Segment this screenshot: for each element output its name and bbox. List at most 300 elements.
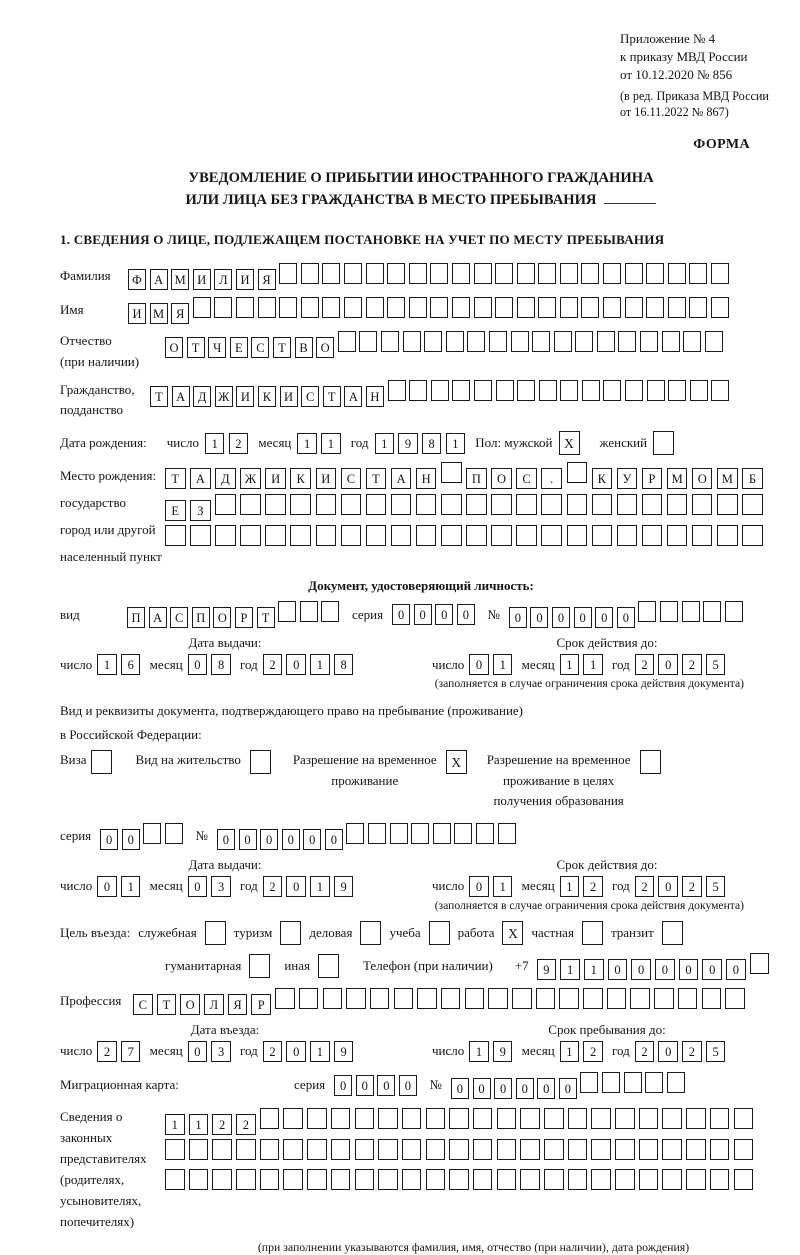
char-box xyxy=(497,1139,517,1160)
expiry-date-heading: Срок действия до: xyxy=(556,635,658,651)
char-box xyxy=(466,525,487,546)
char-box xyxy=(193,297,211,318)
char-box xyxy=(215,494,236,515)
representatives-rows xyxy=(165,1106,757,1199)
identity-doc-heading: Документ, удостоверяющий личность: xyxy=(308,578,534,594)
char-box: 2 xyxy=(635,876,655,897)
char-box xyxy=(668,380,686,401)
patronymic-label xyxy=(60,331,165,373)
sex-male-label: Пол: мужской xyxy=(475,435,553,451)
char-box xyxy=(275,988,295,1009)
checkbox-female xyxy=(653,431,674,455)
checkbox-purpose-study xyxy=(429,921,450,945)
checkbox-purpose-transit xyxy=(662,921,683,945)
char-box xyxy=(567,494,588,515)
char-box xyxy=(618,331,636,352)
birth-place-boxes-row2 xyxy=(165,494,767,521)
char-box xyxy=(321,601,339,622)
char-box xyxy=(591,1169,611,1190)
patronymic-boxes xyxy=(165,331,726,358)
char-box: 2 xyxy=(682,876,702,897)
char-box xyxy=(366,297,384,318)
char-box: А xyxy=(391,468,412,489)
purpose-official-label: служебная xyxy=(138,924,197,940)
char-box xyxy=(520,1169,540,1190)
char-box: О xyxy=(491,468,512,489)
char-box xyxy=(538,263,556,284)
char-box xyxy=(560,263,578,284)
birth-year-boxes xyxy=(375,433,470,454)
char-box xyxy=(370,988,390,1009)
char-box: Е xyxy=(230,337,248,358)
char-box: 1 xyxy=(446,433,466,454)
char-box: 9 xyxy=(398,433,418,454)
char-box: 1 xyxy=(493,654,513,675)
title-blank-underline xyxy=(604,191,656,204)
char-box xyxy=(409,380,427,401)
char-box: 7 xyxy=(121,1041,141,1062)
char-box xyxy=(625,263,643,284)
char-box xyxy=(322,263,340,284)
char-box: 0 xyxy=(217,829,235,850)
residence-doc-dates xyxy=(60,857,782,897)
char-box: 1 xyxy=(189,1114,209,1135)
char-box: С xyxy=(170,607,188,628)
char-box xyxy=(474,263,492,284)
expiry-day-boxes xyxy=(469,654,516,675)
char-box: 1 xyxy=(560,1041,580,1062)
char-box xyxy=(346,988,366,1009)
char-box xyxy=(344,297,362,318)
phone-boxes xyxy=(537,953,774,980)
char-box xyxy=(734,1169,754,1190)
checkbox-purpose-private xyxy=(582,921,603,945)
char-box xyxy=(710,1139,730,1160)
char-box: 0 xyxy=(494,1078,512,1099)
char-box: Т xyxy=(273,337,291,358)
char-box xyxy=(489,331,507,352)
char-box: 0 xyxy=(286,654,306,675)
profession-label: Профессия xyxy=(60,993,122,1009)
char-box xyxy=(416,494,437,515)
char-box xyxy=(567,525,588,546)
char-box xyxy=(625,380,643,401)
char-box xyxy=(341,525,362,546)
issue-date-heading: Дата выдачи: xyxy=(188,635,262,651)
char-box xyxy=(640,331,658,352)
char-box: Б xyxy=(742,468,763,489)
char-box xyxy=(591,1139,611,1160)
checkbox-purpose-humanitarian xyxy=(249,954,270,978)
char-box xyxy=(615,1108,635,1129)
char-box xyxy=(516,494,537,515)
char-box: 0 xyxy=(530,607,548,628)
char-box xyxy=(662,331,680,352)
char-box: 9 xyxy=(334,876,354,897)
entry-year-boxes xyxy=(263,1041,358,1062)
char-box xyxy=(498,823,516,844)
char-box xyxy=(541,525,562,546)
char-box: Т xyxy=(257,607,275,628)
residence-number-boxes xyxy=(217,823,519,850)
appendix-line: от 10.12.2020 № 856 xyxy=(620,66,733,82)
char-box xyxy=(331,1139,351,1160)
char-box: О xyxy=(316,337,334,358)
day-label: число xyxy=(432,656,465,672)
char-box: 0 xyxy=(473,1078,491,1099)
char-box: 0 xyxy=(260,829,278,850)
char-box xyxy=(388,380,406,401)
birth-place-boxes-row1 xyxy=(165,462,767,489)
char-box: Я xyxy=(258,269,276,290)
char-box xyxy=(446,331,464,352)
form-word-label: ФОРМА xyxy=(693,136,750,152)
stay-month-boxes xyxy=(560,1041,607,1062)
char-box xyxy=(409,297,427,318)
char-box: 0 xyxy=(469,876,489,897)
residence-doc-intro-line1: Вид и реквизиты документа, подтверждающего право на пребывание (проживание) xyxy=(60,703,524,719)
char-box xyxy=(378,1108,398,1129)
char-box xyxy=(541,494,562,515)
char-box: И xyxy=(193,269,211,290)
char-box xyxy=(452,263,470,284)
series-label: серия xyxy=(294,1077,326,1093)
year-label: год xyxy=(240,1043,258,1059)
char-box: В xyxy=(295,337,313,358)
issue-year-boxes xyxy=(263,654,358,675)
char-box: 2 xyxy=(263,1041,283,1062)
series-label: серия xyxy=(60,828,92,844)
representatives-labels xyxy=(60,1106,165,1232)
number-label: № xyxy=(195,828,208,844)
checkbox-purpose-tourism xyxy=(280,921,301,945)
char-box: 1 xyxy=(560,654,580,675)
char-box xyxy=(742,525,763,546)
day-label: число xyxy=(432,1043,465,1059)
char-box: 0 xyxy=(655,959,675,980)
char-box xyxy=(449,1108,469,1129)
char-box xyxy=(717,525,738,546)
option-temp-residence xyxy=(293,750,467,790)
char-box xyxy=(449,1169,469,1190)
char-box: 0 xyxy=(100,829,118,850)
char-box xyxy=(742,494,763,515)
entry-day-boxes xyxy=(97,1041,144,1062)
char-box xyxy=(424,331,442,352)
char-box: М xyxy=(717,468,738,489)
char-box xyxy=(390,823,408,844)
char-box xyxy=(378,1169,398,1190)
month-label: месяц xyxy=(521,1043,555,1059)
char-box: Ф xyxy=(128,269,146,290)
birth-day-boxes xyxy=(205,433,252,454)
char-box xyxy=(581,263,599,284)
migration-card-row xyxy=(60,1072,782,1099)
char-box xyxy=(654,988,674,1009)
char-box: 0 xyxy=(516,1078,534,1099)
char-box: С xyxy=(301,386,319,407)
char-box xyxy=(603,297,621,318)
char-box: А xyxy=(149,607,167,628)
char-box: 9 xyxy=(334,1041,354,1062)
char-box xyxy=(495,263,513,284)
issue-month-boxes xyxy=(188,654,235,675)
char-box: 2 xyxy=(682,654,702,675)
given-name-boxes xyxy=(128,297,733,324)
char-box: П xyxy=(192,607,210,628)
char-box xyxy=(559,988,579,1009)
char-box xyxy=(646,263,664,284)
char-box: 0 xyxy=(356,1075,374,1096)
char-box: Т xyxy=(366,468,387,489)
char-box xyxy=(476,823,494,844)
purpose-humanitarian-label: гуманитарная xyxy=(165,958,242,974)
entry-month-boxes xyxy=(188,1041,235,1062)
char-box: 0 xyxy=(392,604,410,625)
char-box xyxy=(322,297,340,318)
char-box xyxy=(710,1108,730,1129)
char-box xyxy=(301,297,319,318)
char-box xyxy=(668,297,686,318)
char-box: 0 xyxy=(537,1078,555,1099)
char-box xyxy=(538,297,556,318)
option-residence-permit xyxy=(136,750,271,774)
purpose-other-label: иная xyxy=(284,958,310,974)
char-box: Ж xyxy=(215,386,233,407)
char-box xyxy=(516,525,537,546)
char-box: 2 xyxy=(583,876,603,897)
doc-type-label: вид xyxy=(60,606,80,622)
char-box xyxy=(642,494,663,515)
year-label: год xyxy=(240,878,258,894)
char-box xyxy=(554,331,572,352)
form-title-line2 xyxy=(60,189,782,212)
char-box xyxy=(491,525,512,546)
day-label: число xyxy=(166,435,199,451)
char-box xyxy=(689,297,707,318)
option-education-line2: проживание в целях xyxy=(502,772,615,788)
char-box: 2 xyxy=(635,654,655,675)
migration-card-label: Миграционная карта: xyxy=(60,1077,179,1093)
char-box xyxy=(346,823,364,844)
char-box: Д xyxy=(193,386,211,407)
char-box xyxy=(215,525,236,546)
char-box xyxy=(625,297,643,318)
char-box xyxy=(355,1139,375,1160)
char-box: К xyxy=(258,386,276,407)
char-box xyxy=(283,1108,303,1129)
char-box xyxy=(344,263,362,284)
char-box xyxy=(190,525,211,546)
char-box xyxy=(430,297,448,318)
char-box xyxy=(430,263,448,284)
char-box xyxy=(511,331,529,352)
surname-row xyxy=(60,263,782,290)
issue-date-group xyxy=(60,876,432,897)
checkbox-visa xyxy=(91,750,112,774)
char-box xyxy=(236,1139,256,1160)
doc-series-boxes xyxy=(392,604,478,625)
revision-block xyxy=(620,88,800,121)
char-box xyxy=(402,1139,422,1160)
char-box: 3 xyxy=(211,876,231,897)
char-box xyxy=(615,1169,635,1190)
char-box: Я xyxy=(228,994,248,1015)
char-box: 5 xyxy=(706,876,726,897)
char-box xyxy=(474,297,492,318)
char-box xyxy=(544,1108,564,1129)
residence-doc-intro xyxy=(60,699,782,747)
citizenship-row xyxy=(60,380,782,422)
char-box: 8 xyxy=(211,654,231,675)
residence-doc-intro-line2: в Российской Федерации: xyxy=(60,727,202,743)
checkbox-purpose-other xyxy=(318,954,339,978)
char-box: З xyxy=(190,500,211,521)
doc-type-boxes xyxy=(127,601,343,628)
char-box xyxy=(582,380,600,401)
option-temp-residence-line1: Разрешение на временное xyxy=(292,752,437,768)
char-box: 0 xyxy=(122,829,140,850)
char-box xyxy=(520,1139,540,1160)
char-box: 0 xyxy=(239,829,257,850)
char-box xyxy=(682,601,700,622)
option-temp-residence-line2: проживание xyxy=(331,772,399,788)
expiry-year-boxes xyxy=(635,654,730,675)
char-box xyxy=(366,525,387,546)
char-box xyxy=(426,1139,446,1160)
char-box xyxy=(441,494,462,515)
citizenship-label xyxy=(60,380,150,422)
char-box: 2 xyxy=(635,1041,655,1062)
option-temp-residence-label xyxy=(293,750,437,790)
issue-day-boxes xyxy=(97,654,144,675)
char-box xyxy=(497,1169,517,1190)
char-box xyxy=(690,380,708,401)
char-box xyxy=(591,1108,611,1129)
char-box xyxy=(433,823,451,844)
char-box xyxy=(667,494,688,515)
char-box xyxy=(359,331,377,352)
char-box xyxy=(660,601,678,622)
char-box: 2 xyxy=(263,876,283,897)
char-box: Ж xyxy=(240,468,261,489)
char-box: Т xyxy=(323,386,341,407)
char-box: 5 xyxy=(706,1041,726,1062)
birth-place-label-line: населенный пункт xyxy=(60,549,162,565)
visit-purpose-row1 xyxy=(60,921,782,945)
char-box xyxy=(624,1072,642,1093)
char-box xyxy=(662,1108,682,1129)
char-box: 2 xyxy=(682,1041,702,1062)
char-box xyxy=(301,263,319,284)
char-box: 1 xyxy=(121,876,141,897)
representatives-box-rows xyxy=(165,1108,757,1194)
char-box xyxy=(711,297,729,318)
char-box: П xyxy=(466,468,487,489)
char-box xyxy=(592,494,613,515)
char-box: Р xyxy=(235,607,253,628)
checkbox-male: X xyxy=(559,431,580,455)
char-box xyxy=(300,601,318,622)
char-box xyxy=(717,494,738,515)
char-box xyxy=(568,1108,588,1129)
char-box xyxy=(278,601,296,622)
char-box xyxy=(703,601,721,622)
citizenship-boxes xyxy=(150,380,733,407)
char-box: 9 xyxy=(493,1041,513,1062)
char-box xyxy=(341,494,362,515)
surname-boxes xyxy=(128,263,733,290)
checkbox-purpose-business xyxy=(360,921,381,945)
char-box xyxy=(686,1169,706,1190)
char-box: А xyxy=(190,468,211,489)
checkbox-purpose-official xyxy=(205,921,226,945)
char-box: 1 xyxy=(321,433,341,454)
option-education-line1: Разрешение на временное xyxy=(486,752,631,768)
checkbox-temp-residence: X xyxy=(446,750,467,774)
char-box: 0 xyxy=(399,1075,417,1096)
issue-date-col xyxy=(60,635,432,675)
purpose-transit-label: транзит xyxy=(610,924,654,940)
expiry-date-col xyxy=(432,635,782,675)
char-box xyxy=(520,1108,540,1129)
char-box xyxy=(402,1108,422,1129)
char-box xyxy=(710,1169,730,1190)
given-name-label: Имя xyxy=(60,302,84,318)
char-box xyxy=(568,1139,588,1160)
char-box xyxy=(338,331,356,352)
char-box: Т xyxy=(157,994,177,1015)
profession-row xyxy=(60,988,782,1015)
char-box: 1 xyxy=(297,433,317,454)
char-box xyxy=(391,525,412,546)
residence-series-boxes xyxy=(100,823,186,850)
entry-date-heading: Дата въезда: xyxy=(190,1021,260,1037)
representatives-block xyxy=(60,1106,782,1232)
char-box: 1 xyxy=(560,876,580,897)
checkbox-residence-permit xyxy=(250,750,271,774)
phone-label: Телефон (при наличии) xyxy=(362,958,493,974)
char-box xyxy=(667,1072,685,1093)
char-box: И xyxy=(265,468,286,489)
option-temp-residence-education-label xyxy=(487,750,631,810)
char-box xyxy=(497,1108,517,1129)
char-box xyxy=(426,1108,446,1129)
expiry-month-boxes xyxy=(560,876,607,897)
char-box xyxy=(441,525,462,546)
char-box xyxy=(575,331,593,352)
stay-day-boxes xyxy=(469,1041,516,1062)
month-label: месяц xyxy=(149,1043,183,1059)
option-visa xyxy=(60,750,112,774)
year-label: год xyxy=(240,656,258,672)
appendix-block xyxy=(620,30,800,121)
char-box xyxy=(567,462,588,483)
char-box xyxy=(692,525,713,546)
char-box xyxy=(662,1169,682,1190)
day-label: число xyxy=(432,878,465,894)
representatives-label-line: попечителях) xyxy=(60,1214,135,1230)
char-box: 0 xyxy=(377,1075,395,1096)
char-box: О xyxy=(213,607,231,628)
expiry-day-boxes xyxy=(469,876,516,897)
issue-month-boxes xyxy=(188,876,235,897)
char-box xyxy=(603,263,621,284)
appendix-line: к приказу МВД России xyxy=(620,48,748,64)
birth-place-boxes-row3 xyxy=(165,525,767,550)
checkbox-temp-residence-education xyxy=(640,750,661,774)
month-label: месяц xyxy=(149,656,183,672)
